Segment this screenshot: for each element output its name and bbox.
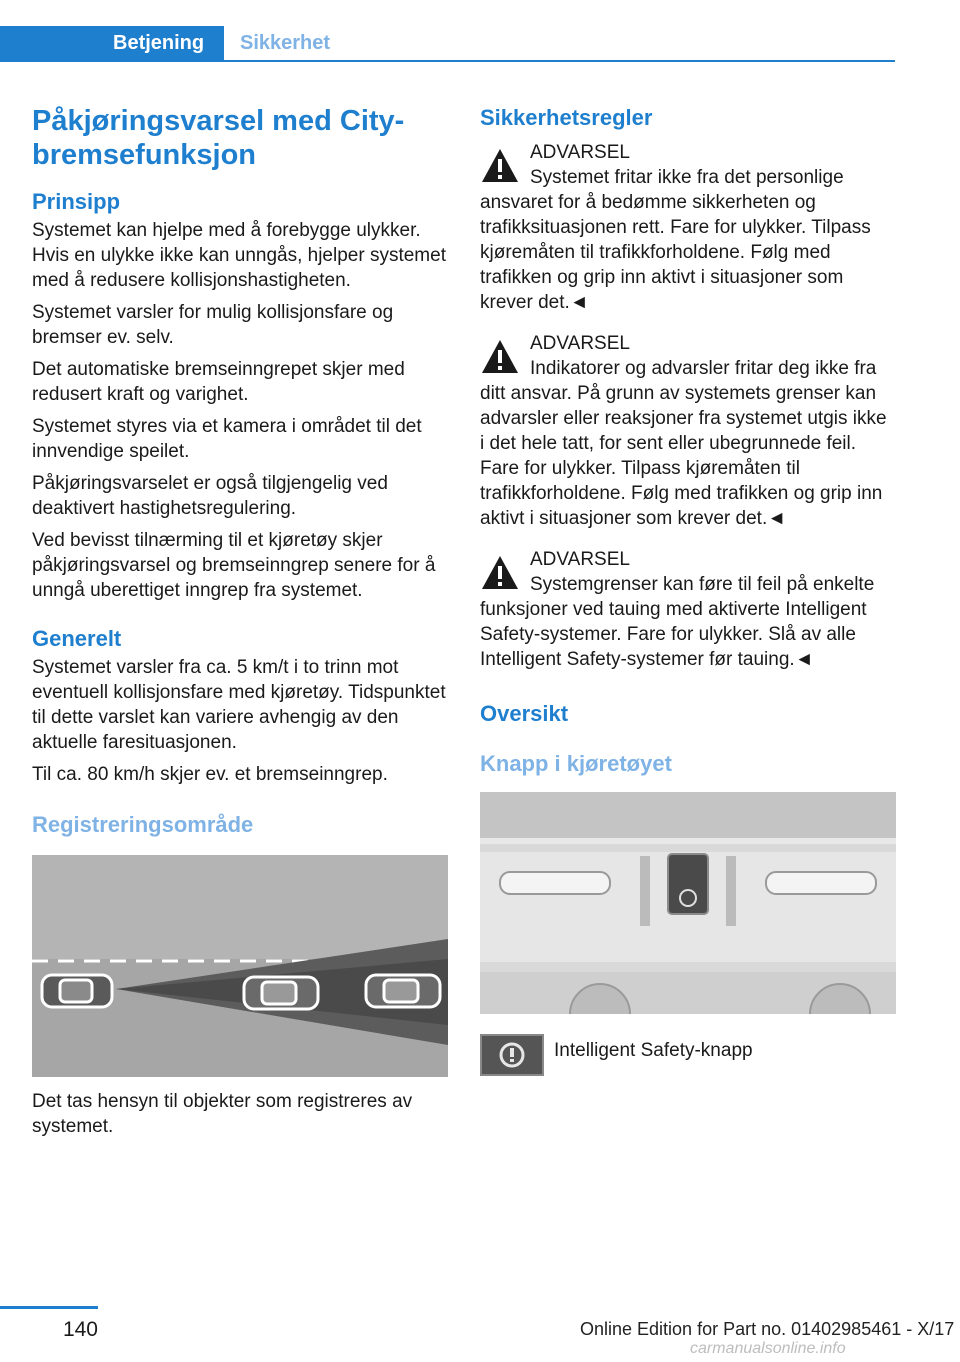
warning-text-2: Indikatorer og advarsler fritar deg ikke fra ditt ansvar. På grunn av systemets grenser kan advarsler eller reaksjoner fra systemet utgis ikke i det hele tatt, for sent eller ubegrunnede feil. Fare for ulykker. Tilpass kjøremåten til trafikkforholdene. Følg med trafikken og grip inn aktivt i situasjoner som krever det.◄ [480,358,887,529]
watermark-text: carmanualsonline.info [690,1340,846,1357]
principle-heading: Prinsipp [32,189,121,214]
safety-heading: Sikkerhetsregler [480,105,653,130]
button-label: Intelligent Safety-knapp [554,1040,753,1061]
illustration-caption: Det tas hensyn til objekter som registreres av systemet. [32,1091,413,1137]
page-title [32,104,450,172]
detection-area-illustration [32,855,448,1077]
warning-text-3: Systemgrenser kan føre til feil på enkelte funksjoner ved tauing med aktiverte Intelligent Safety-systemer. Fare for ulykker. Slå av alle Intelligent Safety-systemer før tauing.◄ [480,574,875,670]
principle-paragraph-2: Systemet varsler for mulig kollisjonsfare og bremser ev. selv. [32,302,394,348]
principle-paragraph-4: Systemet styres via et kamera i området til det innvendige speilet. [32,416,422,462]
warning-block-2 [480,331,896,531]
footer-divider [0,1306,98,1309]
general-paragraph-1: Systemet varsler fra ca. 5 km/t i to trinn mot eventuell kollisjonsfare med kjøretøy. Tidspunktet til dette varslet kan variere avhengig av den aktuelle faresituasjonen. [32,657,446,753]
right-column [480,98,896,1078]
warning-block-3 [480,547,896,672]
car-middle [244,977,318,1009]
warning-label-2: ADVARSEL [530,333,630,354]
principle-paragraph-3: Det automatiske bremseinngrepet skjer med redusert kraft og varighet. [32,359,405,405]
page-title-line1: Påkjøringsvarsel med City‑ [32,105,405,137]
tab-betjening[interactable]: Betjening [0,26,224,62]
general-heading: Generelt [32,626,122,651]
warning-block-1 [480,140,896,315]
principle-paragraph-6: Ved bevisst tilnærming til et kjøretøy skjer påkjøringsvarsel og bremseinngrep senere for å unngå uberettiget inngrep fra systemet. [32,530,436,601]
dashboard-button-illustration [480,792,896,1014]
car-own [42,975,112,1007]
road-drawing [32,855,448,1077]
principle-paragraph-1: Systemet kan hjelpe med å forebygge ulykker. Hvis en ulykke ikke kan unngås, hjelper systemet med å redusere kollisjonshastigheten. [32,220,446,291]
header-divider [0,60,895,62]
page-number: 140 [62,1318,98,1341]
page-title-line2: bremsefunksjon [32,139,256,171]
button-heading: Knapp i kjøretøyet [480,751,672,776]
warning-label-1: ADVARSEL [530,142,630,163]
warning-triangle-icon [480,337,520,377]
left-column [32,98,450,1139]
car-front [366,975,440,1007]
general-paragraph-2: Til ca. 80 km/h skjer ev. et bremseinngrep. [32,764,388,785]
tab-sikkerhet[interactable]: Sikkerhet [240,32,331,54]
dashboard-drawing [480,792,896,1014]
button-legend [480,1034,896,1078]
warning-label-3: ADVARSEL [530,549,630,570]
area-heading: Registreringsområde [32,812,254,837]
principle-paragraph-5: Påkjøringsvarselet er også tilgjengelig ved deaktivert hastighetsregulering. [32,473,388,519]
edition-text: Online Edition for Part no. 01402985461 - X/17 [580,1319,955,1339]
warning-triangle-icon [480,553,520,593]
warning-text-1: Systemet fritar ikke fra det personlige ansvaret for å bedømme sikkerheten og trafikksituasjonen rett. Fare for ulykker. Tilpass kjøremåten til trafikkforholdene. Følg med trafikken og grip inn aktivt i situasjoner som krever det.◄ [480,167,871,313]
warning-triangle-icon [480,146,520,186]
intelligent-safety-button-icon [480,1034,544,1076]
overview-heading: Oversikt [480,701,569,726]
